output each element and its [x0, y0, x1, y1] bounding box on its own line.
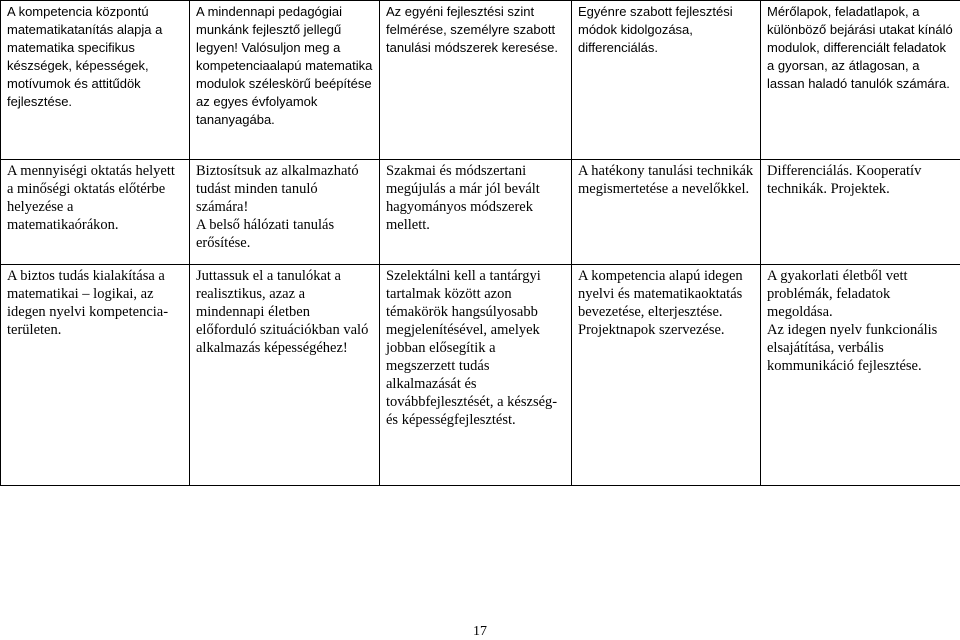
- page-number: 17: [473, 624, 487, 639]
- table-cell: A biztos tudás kialakítása a matematikai – logikai, az idegen nyelvi kompetencia-területen.: [1, 265, 190, 486]
- table-cell: A mindennapi pedagógiai munkánk fejlesztő jellegű legyen! Valósuljon meg a kompetenciaalapú matematika modulok széleskörű beépítése az egyes évfolyamok tananyagába.: [190, 1, 380, 160]
- table-cell: Az egyéni fejlesztési szint felmérése, személyre szabott tanulási módszerek keresése.: [380, 1, 572, 160]
- table-cell: Differenciálás. Kooperatív technikák. Projektek.: [761, 160, 960, 265]
- table-cell: Egyénre szabott fejlesztési módok kidolgozása, differenciálás.: [572, 1, 761, 160]
- table-row: [1, 265, 960, 486]
- table-cell: Szelektálni kell a tantárgyi tartalmak között azon témakörök hangsúlyosabb megjelenítésével, amelyek jobban elősegítik a megszerzett tudás alkalmazását és továbbfejlesztését, a készség- és képességfejlesztést.: [380, 265, 572, 486]
- table-cell: A mennyiségi oktatás helyett a minőségi oktatás előtérbe helyezése a matematikaórákon.: [1, 160, 190, 265]
- table-cell: Mérőlapok, feladatlapok, a különböző bejárási utakat kínáló modulok, differenciált feladatok a gyorsan, az átlagosan, a lassan haladó tanulók számára.: [761, 1, 960, 160]
- table-cell: Biztosítsuk az alkalmazható tudást minden tanuló számára! A belső hálózati tanulás erősítése.: [190, 160, 380, 265]
- table-row: [1, 160, 960, 265]
- table-cell: A gyakorlati életből vett problémák, feladatok megoldása. Az idegen nyelv funkcionális elsajátítása, verbális kommunikáció fejlesztése.: [761, 265, 960, 486]
- table-cell: A hatékony tanulási technikák megismertetése a nevelőkkel.: [572, 160, 761, 265]
- table-cell: Szakmai és módszertani megújulás a már jól bevált hagyományos módszerek mellett.: [380, 160, 572, 265]
- table-cell: Juttassuk el a tanulókat a realisztikus, azaz a mindennapi életben előforduló szituációkban való alkalmazás képességéhez!: [190, 265, 380, 486]
- table-cell: A kompetencia központú matematikatanítás alapja a matematika specifikus készségek, képességek, motívumok és attitűdök fejlesztése.: [1, 1, 190, 160]
- table-cell: A kompetencia alapú idegen nyelvi és matematikaoktatás bevezetése, elterjesztése. Projektnapok szervezése.: [572, 265, 761, 486]
- table-row: [1, 1, 960, 160]
